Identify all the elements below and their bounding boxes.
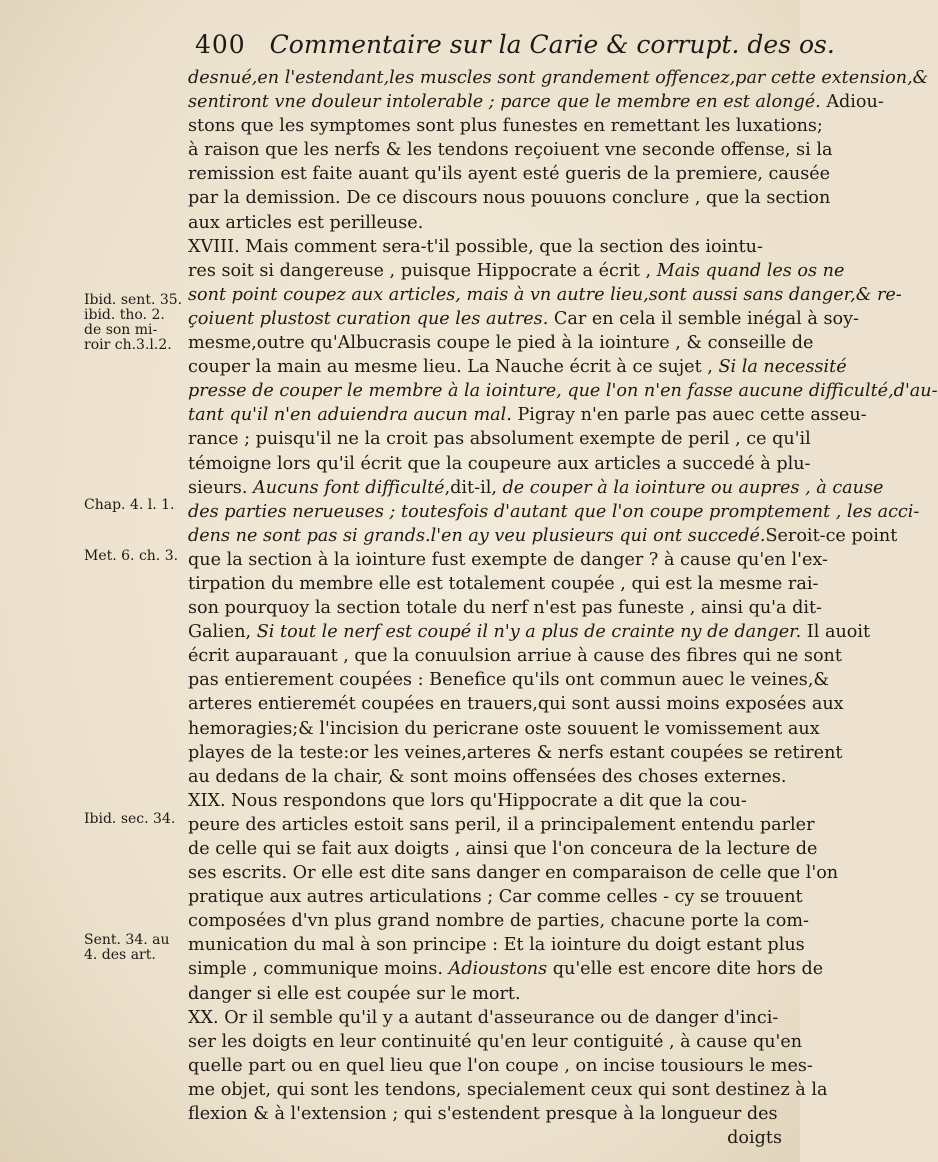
text-line — [188, 789, 782, 813]
text-span: res soit si dangereuse , puisque Hippocrate a écrit , — [188, 260, 657, 281]
italic-span: de couper à la iointure ou aupres , à cause — [502, 477, 884, 498]
text-span: tirpation du membre elle est totalement coupée , qui est la mesme rai- — [188, 573, 819, 594]
text-line — [188, 1078, 828, 1102]
text-span: Seroit-ce point — [765, 525, 898, 546]
text-line — [188, 813, 815, 837]
italic-span: sont point coupez aux articles, mais à vn autre lieu,sont aussi sans danger,& re- — [188, 284, 902, 305]
italic-span: Adioustons — [448, 959, 548, 980]
text-span: couper la main au mesme lieu. La Nauche écrit à ce sujet , — [188, 357, 719, 378]
text-line — [188, 837, 818, 861]
text-span: Adiou- — [820, 92, 884, 113]
text-line — [188, 138, 833, 162]
text-line — [188, 259, 845, 283]
italic-span: Mais quand les os ne — [656, 260, 845, 281]
text-line — [188, 90, 884, 114]
text-span: munication du mal à son principe : Et la iointure du doigt estant plus — [188, 935, 805, 956]
text-span: playes de la teste:or les veines,arteres & nerfs estant coupées se retirent — [188, 742, 843, 763]
text-span: stons que les symptomes sont plus funestes en remettant les luxations; — [188, 116, 823, 137]
text-line — [188, 1006, 782, 1030]
text-line — [188, 355, 847, 379]
margin-note — [84, 812, 188, 827]
text-line — [188, 211, 782, 235]
text-line — [188, 717, 820, 741]
margin-note-line: roir ch.3.l.2. — [84, 337, 172, 353]
text-line — [188, 307, 859, 331]
text-line — [188, 500, 920, 524]
text-line — [188, 765, 787, 789]
text-line — [188, 162, 831, 186]
text-line — [188, 620, 871, 644]
text-span: Galien, — [188, 622, 257, 643]
text-line — [188, 235, 782, 259]
text-line — [188, 283, 902, 307]
text-line — [188, 66, 929, 90]
text-span: aux articles est perilleuse. — [188, 212, 424, 233]
text-span: qu'elle est encore dite hors de — [547, 959, 824, 980]
text-span: flexion & à l'extension ; qui s'estendent presque à la longueur des — [188, 1104, 778, 1125]
text-line — [188, 114, 823, 138]
running-header — [195, 30, 835, 70]
text-span: ser les doigts en leur continuité qu'en leur contiguité , à cause qu'en — [188, 1031, 803, 1052]
italic-span: Si tout le nerf est coupé il n'y a plus de crainte ny de danger. — [256, 622, 802, 643]
running-title: Commentaire sur la Carie & corrupt. des os. — [269, 30, 835, 59]
text-span: à raison que les nerfs & les tendons reçoiuent vne seconde offense, si la — [188, 140, 833, 161]
page-number: 400 — [195, 30, 246, 59]
text-line — [188, 692, 844, 716]
text-span: XIX. Nous respondons que lors qu'Hippocrate a dit que la cou- — [188, 790, 747, 811]
text-span: Il auoit — [801, 622, 871, 643]
italic-span: sentiront vne douleur intolerable ; parce que le membre en est alongé. — [188, 92, 821, 113]
text-line — [188, 957, 824, 981]
text-span: son pourquoy la section totale du nerf n'est pas funeste , ainsi qu'a dit- — [188, 598, 823, 619]
text-span: XX. Or il semble qu'il y a autant d'asseurance ou de danger d'inci- — [188, 1007, 779, 1028]
margin-note-line: ibid. tho. 2. — [84, 307, 165, 323]
margin-note — [84, 498, 188, 513]
text-line — [188, 644, 842, 668]
text-line — [188, 1102, 782, 1126]
text-span: hemoragies;& l'incision du pericrane oste souuent le vomissement aux — [188, 718, 820, 739]
text-span: remission est faite auant qu'ils ayent esté gueris de la premiere, causée — [188, 164, 831, 185]
margin-note-line: 4. des art. — [84, 947, 156, 963]
margin-note-line: Ibid. sent. 35. — [84, 292, 183, 308]
text-line — [188, 861, 839, 885]
text-line — [188, 1054, 813, 1078]
text-line — [188, 668, 830, 692]
italic-span: des parties nerueuses ; toutesfois d'autant que l'on coupe promptement , les acci- — [188, 501, 920, 522]
margin-note — [84, 293, 188, 353]
text-line — [188, 885, 803, 909]
margin-note-line: Met. 6. ch. 3. — [84, 548, 179, 564]
catchword: doigts — [727, 1128, 782, 1149]
text-span: danger si elle est coupée sur le mort. — [188, 983, 521, 1004]
italic-span: dens ne sont pas si grands.l'en ay veu plusieurs qui ont succedé. — [188, 525, 766, 546]
margin-note — [84, 549, 188, 564]
text-span: Car en cela il semble inégal à soy- — [548, 308, 859, 329]
text-line — [188, 476, 884, 500]
text-line — [188, 186, 831, 210]
margin-note-line: Ibid. sec. 34. — [84, 811, 176, 827]
text-line — [188, 403, 867, 427]
text-line — [188, 379, 938, 403]
text-line — [188, 909, 809, 933]
text-line — [188, 548, 828, 572]
text-line — [188, 572, 819, 596]
text-span: XVIII. Mais comment sera-t'il possible, que la section des iointu- — [188, 236, 763, 257]
text-line — [188, 331, 814, 355]
text-span: ses escrits. Or elle est dite sans danger en comparaison de celle que l'on — [188, 863, 839, 884]
text-span: au dedans de la chair, & sont moins offensées des choses externes. — [188, 766, 787, 787]
italic-span: çoiuent plustost curation que les autres. — [188, 308, 549, 329]
text-line — [188, 524, 898, 548]
margin-note-line: Chap. 4. l. 1. — [84, 497, 175, 513]
italic-span: desnué,en l'estendant,les muscles sont grandement offencez,par cette extension,& — [188, 68, 929, 88]
text-line — [188, 741, 843, 765]
italic-span: Si la necessité — [718, 357, 847, 378]
text-span: pratique aux autres articulations ; Car comme celles - cy se trouuent — [188, 887, 803, 908]
text-span: de celle qui se fait aux doigts , ainsi que l'on conceura de la lecture de — [188, 839, 818, 859]
margin-note-line: de son mi- — [84, 322, 158, 338]
text-span: quelle part ou en quel lieu que l'on coupe , on incise tousiours le mes- — [188, 1055, 813, 1076]
text-span: par la demission. De ce discours nous pouuons conclure , que la section — [188, 188, 831, 209]
text-line — [188, 452, 811, 476]
body-text — [188, 66, 938, 1150]
text-span: arteres entieremét coupées en trauers,qui sont aussi moins exposées aux — [188, 694, 844, 715]
margin-note-line: Sent. 34. au — [84, 932, 170, 948]
text-span: me objet, qui sont les tendons, specialement ceux qui sont destinez à la — [188, 1079, 828, 1100]
text-span: pas entierement coupées : Benefice qu'ils ont commun auec le veines,& — [188, 670, 830, 691]
text-line — [188, 982, 782, 1006]
text-span: témoigne lors qu'il écrit que la coupeure aux articles a succedé à plu- — [188, 453, 811, 474]
text-span: mesme,outre qu'Albucrasis coupe le pied à la iointure , & conseille de — [188, 333, 814, 354]
italic-span: presse de couper le membre à la iointure, que l'on n'en fasse aucune difficulté,d'au- — [188, 381, 938, 402]
text-span: sieurs. — [188, 477, 254, 498]
text-span: rance ; puisqu'il ne la croit pas absolument exempte de peril , ce qu'il — [188, 429, 811, 450]
text-span: ,dit-il, — [444, 477, 503, 498]
text-line — [188, 596, 823, 620]
text-span: écrit auparauant , que la conuulsion arriue à cause des fibres qui ne sont — [188, 646, 842, 667]
margin-note — [84, 933, 188, 963]
text-span: Pigray n'en parle pas auec cette asseu- — [511, 405, 867, 426]
italic-span: tant qu'il n'en aduiendra aucun mal. — [188, 405, 512, 426]
text-span: simple , communique moins. — [188, 959, 449, 980]
italic-span: Aucuns font difficulté — [253, 477, 445, 498]
text-span: que la section à la iointure fust exempte de danger ? à cause qu'en l'ex- — [188, 549, 828, 570]
text-span: composées d'vn plus grand nombre de parties, chacune porte la com- — [188, 911, 809, 932]
text-line — [188, 933, 805, 957]
text-line — [188, 1030, 803, 1054]
text-span: peure des articles estoit sans peril, il a principalement entendu parler — [188, 814, 815, 835]
text-line — [188, 427, 811, 451]
